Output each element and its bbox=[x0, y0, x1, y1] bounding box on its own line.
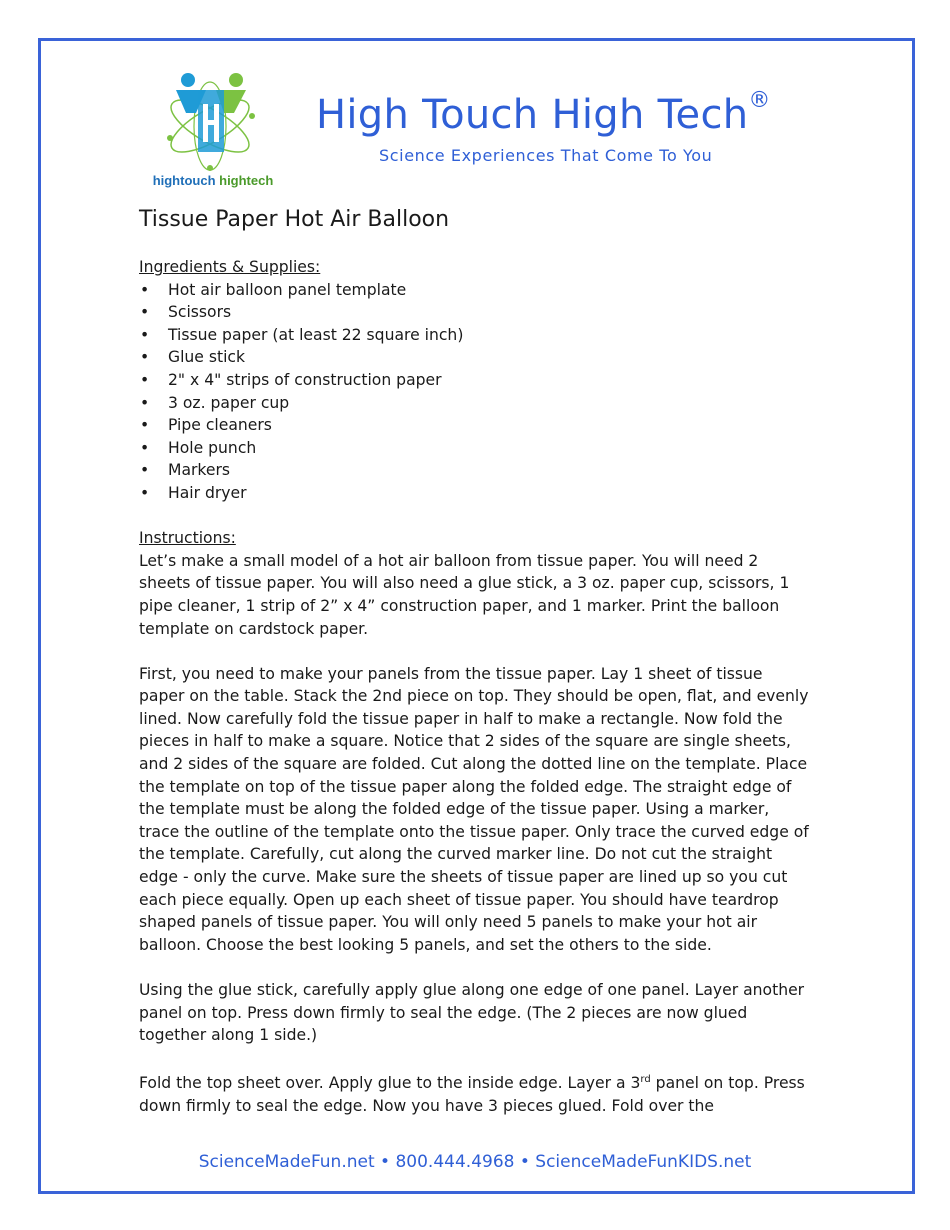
footer-link-sciencemadefun[interactable]: ScienceMadeFun.net bbox=[198, 1152, 375, 1172]
atom-logo-icon bbox=[148, 68, 278, 192]
bullet-icon: • bbox=[140, 348, 150, 367]
brand-tagline: Science Experiences That Come To You bbox=[379, 146, 713, 165]
registered-mark: ® bbox=[748, 88, 771, 113]
instruction-paragraph: Let’s make a small model of a hot air balloon from tissue paper. You will need 2 sheets of tissue paper. You will also need a glue stick, a 3 oz. paper cup, scissors, 1 pipe cleaner, 1 strip of 2” x 4” construction paper, and 1 marker. Print the balloon template on cardstock paper. bbox=[139, 551, 790, 638]
bullet-icon: • bbox=[140, 461, 150, 480]
instruction-paragraph: Fold the top sheet over. Apply glue to the inside edge. Layer a 3rd panel on top. Press down firmly to seal the edge. Now you have 3 pieces glued. Fold over the bbox=[139, 1074, 805, 1116]
bullet-icon: • bbox=[140, 280, 150, 299]
supply-item: • Tissue paper (at least 22 square inch) bbox=[139, 324, 811, 347]
supply-item: • Glue stick bbox=[139, 346, 811, 369]
instructions-heading: Instructions: bbox=[139, 529, 236, 548]
supply-item: • Pipe cleaners bbox=[139, 414, 811, 437]
bullet-icon: • bbox=[140, 438, 150, 457]
supply-item: • Hair dryer bbox=[139, 482, 811, 505]
supply-item: • Markers bbox=[139, 459, 811, 482]
logo-wordmark: hightouch hightech bbox=[152, 173, 274, 188]
bullet-icon: • bbox=[140, 393, 150, 412]
supplies-heading: Ingredients & Supplies: bbox=[139, 258, 321, 276]
bullet-icon: • bbox=[140, 370, 150, 389]
document-body bbox=[139, 256, 811, 1118]
hightouch-hightech-logo bbox=[148, 68, 278, 192]
footer-phone: 800.444.4968 bbox=[395, 1152, 515, 1172]
supplies-list bbox=[139, 279, 811, 505]
bullet-icon: • bbox=[140, 483, 150, 502]
supply-item: • Hole punch bbox=[139, 437, 811, 460]
supply-item: • Scissors bbox=[139, 301, 811, 324]
footer-contact: ScienceMadeFun.net • 800.444.4968 • ScienceMadeFunKIDS.net bbox=[198, 1152, 752, 1172]
bullet-icon: • bbox=[140, 303, 150, 322]
supply-item: • 3 oz. paper cup bbox=[139, 392, 811, 415]
document-title: Tissue Paper Hot Air Balloon bbox=[139, 207, 450, 232]
supply-item: • 2" x 4" strips of construction paper bbox=[139, 369, 811, 392]
footer-link-sciencemadefunkids[interactable]: ScienceMadeFunKIDS.net bbox=[535, 1152, 752, 1172]
bullet-icon: • bbox=[140, 416, 150, 435]
instruction-paragraph: Using the glue stick, carefully apply glue along one edge of one panel. Layer another panel on top. Press down firmly to seal the edge. (The 2 pieces are now glued together along 1 side.) bbox=[139, 981, 805, 1045]
instruction-paragraph: First, you need to make your panels from the tissue paper. Lay 1 sheet of tissue paper on the table. Stack the 2nd piece on top. They should be open, flat, and evenly lined. Now carefully fold the tissue paper in half to make a rectangle. Now fold the pieces in half to make a square. Notice that 2 sides of the square are single sheets, and 2 sides of the square are folded. Cut along the dotted line on the template. Place the template on top of the tissue paper along the folded edge. The straight edge of the template must be along the folded edge of the tissue paper. Using a marker, trace the outline of the template onto the tissue paper. Only trace the curved edge of the template. Carefully, cut along the curved marker line. Do not cut the straight edge - only the curve. Make sure the sheets of tissue paper are lined up so you cut each piece equally. Open up each sheet of tissue paper. You should have teardrop shaped panels of tissue paper. You will only need 5 panels to make your hot air balloon. Choose the best looking 5 panels, and set the others to the side. bbox=[139, 664, 809, 954]
bullet-icon: • bbox=[140, 325, 150, 344]
brand-title: High Touch High Tech® bbox=[316, 88, 771, 138]
supply-item: • Hot air balloon panel template bbox=[139, 279, 811, 302]
